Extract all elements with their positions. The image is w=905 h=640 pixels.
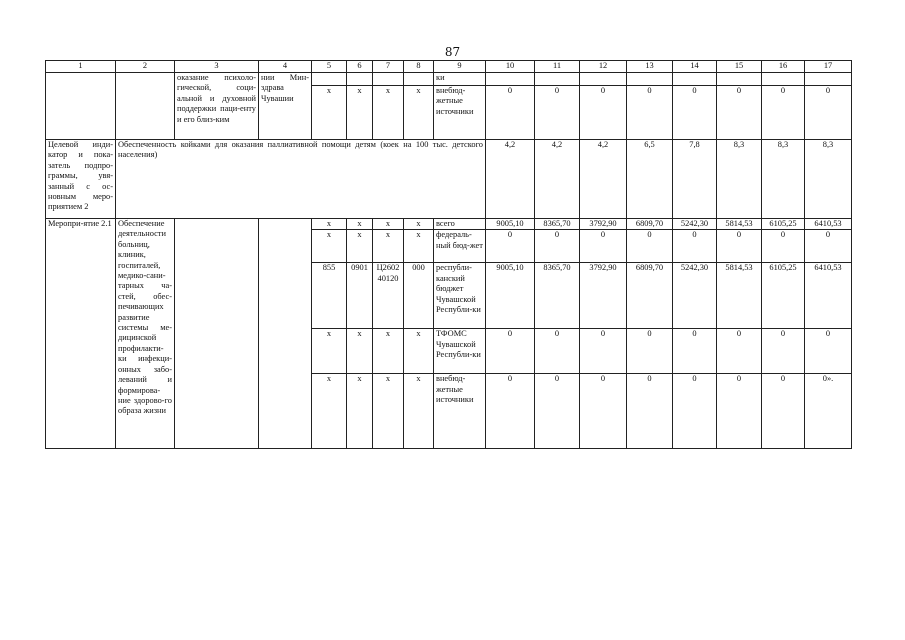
value-cell: 6809,70 — [627, 219, 673, 230]
value-cell: 6410,53 — [805, 263, 852, 329]
header-cell: 2 — [116, 61, 175, 73]
value-cell: 0 — [535, 374, 580, 449]
value-cell: 0 — [673, 230, 717, 263]
kbk-target: Ц2602 40120 — [373, 263, 404, 329]
table-row — [46, 219, 852, 230]
value-cell: 0 — [673, 329, 717, 374]
header-cell: 15 — [717, 61, 762, 73]
header-cell: 1 — [46, 61, 116, 73]
funding-source: всего — [434, 219, 486, 230]
cell: x — [312, 230, 347, 263]
funding-source: ки — [434, 73, 486, 86]
header-cell: 9 — [434, 61, 486, 73]
value-cell: 6,5 — [627, 140, 673, 219]
value-cell: 8,3 — [805, 140, 852, 219]
value-cell: 0». — [805, 374, 852, 449]
kbk-ministry: 855 — [312, 263, 347, 329]
value-cell: 0 — [717, 86, 762, 140]
cell: x — [312, 374, 347, 449]
value-cell: 0 — [717, 329, 762, 374]
header-cell: 10 — [486, 61, 535, 73]
value-cell: 8365,70 — [535, 219, 580, 230]
value-cell: 0 — [486, 374, 535, 449]
value-cell: 0 — [580, 329, 627, 374]
event-description: Обеспечение деятельности больниц, клиник, госпиталей, медико-сани-тарных ча-стей, обес-печивающих развитие системы ме-дицинской профилакти-ки инфекци-онных забо-леваний и формирова-ние здорово-го образа жизни — [116, 219, 175, 449]
value-cell: 9005,10 — [486, 219, 535, 230]
value-cell: 0 — [762, 374, 805, 449]
value-cell: 0 — [805, 329, 852, 374]
cell: x — [312, 329, 347, 374]
cell: x — [373, 86, 404, 140]
value-cell: 0 — [580, 374, 627, 449]
cell: x — [312, 86, 347, 140]
value-cell: 4,2 — [580, 140, 627, 219]
header-cell: 17 — [805, 61, 852, 73]
funding-source: ТФОМС Чувашской Республи-ки — [434, 329, 486, 374]
cell: x — [373, 219, 404, 230]
value-cell: 5242,30 — [673, 219, 717, 230]
header-cell: 7 — [373, 61, 404, 73]
header-cell: 4 — [259, 61, 312, 73]
value-cell: 8,3 — [762, 140, 805, 219]
value-cell: 0 — [535, 230, 580, 263]
funding-source: внебюд-жетные источники — [434, 86, 486, 140]
header-cell: 5 — [312, 61, 347, 73]
value-cell: 0 — [762, 86, 805, 140]
value-cell: 0 — [486, 86, 535, 140]
value-cell: 0 — [486, 329, 535, 374]
cell: x — [347, 86, 373, 140]
cell: x — [373, 374, 404, 449]
value-cell: 6105,25 — [762, 263, 805, 329]
value-cell: 0 — [673, 86, 717, 140]
cell: x — [347, 374, 373, 449]
value-cell: 5814,53 — [717, 263, 762, 329]
cell: x — [347, 219, 373, 230]
cell: x — [404, 374, 434, 449]
value-cell: 0 — [673, 374, 717, 449]
value-cell: 0 — [627, 329, 673, 374]
kbk-section: 0901 — [347, 263, 373, 329]
table-row — [46, 73, 852, 86]
target-indicator-row — [46, 140, 852, 219]
value-cell: 6410,53 — [805, 219, 852, 230]
cell: x — [373, 329, 404, 374]
header-cell: 12 — [580, 61, 627, 73]
header-cell: 16 — [762, 61, 805, 73]
event-label: Меропри-ятие 2.1 — [46, 219, 116, 449]
value-cell: 0 — [535, 86, 580, 140]
value-cell: 0 — [580, 230, 627, 263]
value-cell: 0 — [627, 374, 673, 449]
value-cell: 3792,90 — [580, 263, 627, 329]
header-row — [46, 61, 852, 73]
cell: x — [404, 219, 434, 230]
header-cell: 6 — [347, 61, 373, 73]
cell: x — [404, 86, 434, 140]
funding-source: федераль-ный бюд-жет — [434, 230, 486, 263]
page-number: 87 — [444, 45, 461, 59]
header-cell: 14 — [673, 61, 717, 73]
value-cell: 3792,90 — [580, 219, 627, 230]
target-label: Целевой инди-катор и пока-затель подпро-граммы, увя-занный с ос-новным меро-приятием 2 — [46, 140, 116, 219]
cell: x — [347, 230, 373, 263]
cell: x — [312, 219, 347, 230]
value-cell: 8,3 — [717, 140, 762, 219]
activity-description: оказание психоло-гической, соци-альной и духовной поддержки паци-енту и его близ-ким — [175, 73, 259, 140]
cell: x — [404, 329, 434, 374]
value-cell: 9005,10 — [486, 263, 535, 329]
header-cell: 11 — [535, 61, 580, 73]
value-cell: 5242,30 — [673, 263, 717, 329]
value-cell: 0 — [717, 374, 762, 449]
header-cell: 8 — [404, 61, 434, 73]
funding-source: внебюд-жетные источники — [434, 374, 486, 449]
funding-source: республи-канский бюджет Чувашской Республи-ки — [434, 263, 486, 329]
value-cell: 0 — [805, 230, 852, 263]
value-cell: 6809,70 — [627, 263, 673, 329]
value-cell: 7,8 — [673, 140, 717, 219]
executor: нии Мин-здрава Чувашии — [259, 73, 312, 140]
value-cell: 0 — [627, 86, 673, 140]
cell: x — [404, 230, 434, 263]
value-cell: 0 — [580, 86, 627, 140]
header-cell: 13 — [627, 61, 673, 73]
cell: x — [347, 329, 373, 374]
value-cell: 4,2 — [535, 140, 580, 219]
value-cell: 0 — [762, 329, 805, 374]
value-cell: 0 — [627, 230, 673, 263]
value-cell: 0 — [717, 230, 762, 263]
header-cell: 3 — [175, 61, 259, 73]
value-cell: 8365,70 — [535, 263, 580, 329]
value-cell: 0 — [762, 230, 805, 263]
value-cell: 0 — [535, 329, 580, 374]
value-cell: 5814,53 — [717, 219, 762, 230]
value-cell: 6105,25 — [762, 219, 805, 230]
value-cell: 4,2 — [486, 140, 535, 219]
kbk-type: 000 — [404, 263, 434, 329]
cell: x — [373, 230, 404, 263]
target-text: Обеспеченность койками для оказания паллиативной помощи детям (коек на 100 тыс. детского населения) — [116, 140, 486, 219]
value-cell: 0 — [486, 230, 535, 263]
value-cell: 0 — [805, 86, 852, 140]
budget-table — [45, 60, 852, 449]
